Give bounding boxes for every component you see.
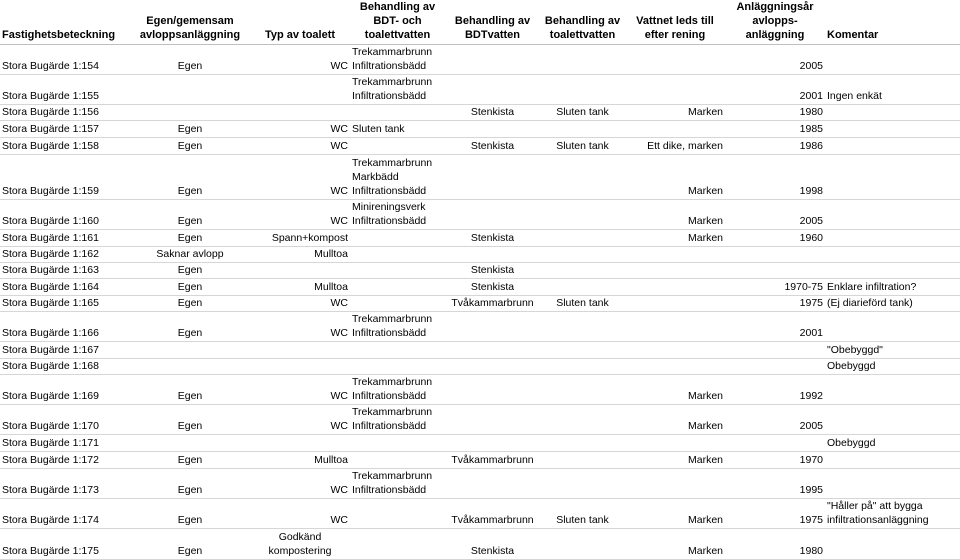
cell-toilet-type xyxy=(250,105,350,121)
cell-bdt-treatment: Trekammarbrunn Infiltrationsbädd xyxy=(350,375,445,405)
cell-toilet-water xyxy=(540,469,625,499)
cell-bdt-water: Stenkista xyxy=(445,529,540,560)
cell-year: 1980 xyxy=(725,529,825,560)
cell-year: 1975 xyxy=(725,499,825,529)
cell-bdt-water xyxy=(445,405,540,435)
cell-year: 1995 xyxy=(725,469,825,499)
cell-discharge xyxy=(625,263,725,279)
cell-toilet-water xyxy=(540,312,625,342)
cell-comment xyxy=(825,247,960,263)
cell-discharge xyxy=(625,296,725,312)
cell-bdt-water xyxy=(445,121,540,138)
cell-comment xyxy=(825,105,960,121)
header-comment: Komentar xyxy=(825,0,960,45)
cell-property: Stora Bugärde 1:167 xyxy=(0,342,130,359)
cell-discharge xyxy=(625,45,725,75)
cell-toilet-water xyxy=(540,405,625,435)
table-row xyxy=(0,230,960,247)
header-row xyxy=(0,0,960,45)
cell-year: 1986 xyxy=(725,138,825,155)
cell-bdt-water: Stenkista xyxy=(445,279,540,296)
cell-property: Stora Bugärde 1:165 xyxy=(0,296,130,312)
cell-property: Stora Bugärde 1:164 xyxy=(0,279,130,296)
cell-toilet-type: WC xyxy=(250,375,350,405)
cell-toilet-type: Godkänd kompostering xyxy=(250,529,350,560)
table-row xyxy=(0,499,960,529)
cell-toilet-type xyxy=(250,342,350,359)
cell-year: 1960 xyxy=(725,230,825,247)
cell-discharge: Marken xyxy=(625,405,725,435)
cell-discharge: Marken xyxy=(625,452,725,469)
header-property: Fastighetsbeteckning xyxy=(0,0,130,45)
table-row xyxy=(0,342,960,359)
cell-year: 1975 xyxy=(725,296,825,312)
cell-shared: Egen xyxy=(130,155,250,200)
cell-bdt-treatment xyxy=(350,279,445,296)
cell-year: 2005 xyxy=(725,200,825,230)
cell-bdt-water xyxy=(445,155,540,200)
cell-toilet-type: WC xyxy=(250,296,350,312)
cell-bdt-water xyxy=(445,359,540,375)
cell-discharge xyxy=(625,121,725,138)
cell-comment xyxy=(825,230,960,247)
table-row xyxy=(0,121,960,138)
header-shared: Egen/gemensam avloppsanläggning xyxy=(130,0,250,45)
cell-toilet-type: WC xyxy=(250,405,350,435)
cell-shared xyxy=(130,342,250,359)
cell-property: Stora Bugärde 1:169 xyxy=(0,375,130,405)
cell-toilet-water xyxy=(540,155,625,200)
cell-comment xyxy=(825,45,960,75)
cell-toilet-type: WC xyxy=(250,138,350,155)
cell-bdt-treatment: Trekammarbrunn Infiltrationsbädd xyxy=(350,312,445,342)
cell-shared: Egen xyxy=(130,452,250,469)
cell-property: Stora Bugärde 1:158 xyxy=(0,138,130,155)
cell-property: Stora Bugärde 1:173 xyxy=(0,469,130,499)
cell-shared: Egen xyxy=(130,121,250,138)
cell-comment: Enklare infiltration? xyxy=(825,279,960,296)
cell-property: Stora Bugärde 1:159 xyxy=(0,155,130,200)
cell-property: Stora Bugärde 1:171 xyxy=(0,435,130,452)
table-row xyxy=(0,359,960,375)
cell-comment xyxy=(825,375,960,405)
cell-shared xyxy=(130,75,250,105)
table-row xyxy=(0,529,960,560)
cell-property: Stora Bugärde 1:174 xyxy=(0,499,130,529)
cell-shared: Egen xyxy=(130,45,250,75)
cell-shared: Egen xyxy=(130,279,250,296)
cell-toilet-water xyxy=(540,200,625,230)
cell-comment xyxy=(825,452,960,469)
cell-toilet-water xyxy=(540,75,625,105)
cell-property: Stora Bugärde 1:175 xyxy=(0,529,130,560)
cell-toilet-type: Mulltoa xyxy=(250,279,350,296)
cell-discharge xyxy=(625,342,725,359)
cell-bdt-water xyxy=(445,342,540,359)
header-bdt-water: Behandling av BDTvatten xyxy=(445,0,540,45)
cell-bdt-treatment: Sluten tank xyxy=(350,121,445,138)
cell-comment xyxy=(825,529,960,560)
cell-property: Stora Bugärde 1:156 xyxy=(0,105,130,121)
cell-toilet-type: WC xyxy=(250,200,350,230)
cell-bdt-water: Stenkista xyxy=(445,105,540,121)
cell-shared: Egen xyxy=(130,375,250,405)
cell-bdt-treatment xyxy=(350,529,445,560)
cell-toilet-water xyxy=(540,247,625,263)
cell-discharge xyxy=(625,279,725,296)
cell-shared xyxy=(130,105,250,121)
cell-comment: Ingen enkät xyxy=(825,75,960,105)
cell-year: 2001 xyxy=(725,75,825,105)
cell-bdt-treatment xyxy=(350,499,445,529)
cell-toilet-water xyxy=(540,121,625,138)
cell-bdt-treatment xyxy=(350,296,445,312)
cell-toilet-water xyxy=(540,529,625,560)
cell-shared: Egen xyxy=(130,296,250,312)
cell-property: Stora Bugärde 1:166 xyxy=(0,312,130,342)
cell-discharge: Marken xyxy=(625,105,725,121)
cell-discharge xyxy=(625,359,725,375)
cell-bdt-treatment xyxy=(350,452,445,469)
cell-year: 2005 xyxy=(725,45,825,75)
table-row xyxy=(0,312,960,342)
cell-bdt-treatment: Trekammarbrunn Infiltrationsbädd xyxy=(350,469,445,499)
table-row xyxy=(0,200,960,230)
cell-comment: Obebyggd xyxy=(825,435,960,452)
cell-shared: Egen xyxy=(130,138,250,155)
cell-bdt-treatment xyxy=(350,342,445,359)
cell-shared: Egen xyxy=(130,499,250,529)
cell-bdt-water: Stenkista xyxy=(445,138,540,155)
cell-shared: Egen xyxy=(130,200,250,230)
cell-toilet-water xyxy=(540,342,625,359)
table-row xyxy=(0,469,960,499)
cell-toilet-type: Mulltoa xyxy=(250,247,350,263)
table-row xyxy=(0,263,960,279)
cell-comment xyxy=(825,121,960,138)
cell-toilet-water xyxy=(540,45,625,75)
cell-shared: Egen xyxy=(130,469,250,499)
cell-bdt-water xyxy=(445,75,540,105)
cell-discharge xyxy=(625,75,725,105)
cell-shared xyxy=(130,435,250,452)
cell-bdt-treatment: Trekammarbrunn Infiltrationsbädd xyxy=(350,75,445,105)
cell-bdt-water xyxy=(445,247,540,263)
cell-toilet-type xyxy=(250,435,350,452)
cell-comment xyxy=(825,312,960,342)
cell-bdt-water xyxy=(445,200,540,230)
cell-toilet-type xyxy=(250,263,350,279)
table-row xyxy=(0,75,960,105)
header-toilet-type: Typ av toalett xyxy=(250,0,350,45)
cell-discharge: Marken xyxy=(625,200,725,230)
table-row xyxy=(0,105,960,121)
cell-property: Stora Bugärde 1:161 xyxy=(0,230,130,247)
cell-year: 1970 xyxy=(725,452,825,469)
cell-property: Stora Bugärde 1:172 xyxy=(0,452,130,469)
cell-year xyxy=(725,247,825,263)
cell-bdt-water xyxy=(445,45,540,75)
cell-comment xyxy=(825,138,960,155)
table-row xyxy=(0,138,960,155)
cell-shared: Egen xyxy=(130,529,250,560)
cell-toilet-water: Sluten tank xyxy=(540,296,625,312)
cell-toilet-type: Spann+kompost xyxy=(250,230,350,247)
cell-bdt-water: Stenkista xyxy=(445,263,540,279)
cell-shared xyxy=(130,359,250,375)
cell-bdt-treatment xyxy=(350,435,445,452)
cell-year: 1992 xyxy=(725,375,825,405)
cell-comment: (Ej diarieförd tank) xyxy=(825,296,960,312)
cell-shared: Egen xyxy=(130,230,250,247)
cell-toilet-water xyxy=(540,375,625,405)
table-row xyxy=(0,279,960,296)
cell-comment xyxy=(825,405,960,435)
cell-discharge xyxy=(625,469,725,499)
cell-comment: "Håller på" att bygga infiltrationsanläggning xyxy=(825,499,960,529)
cell-bdt-water xyxy=(445,469,540,499)
table-row xyxy=(0,375,960,405)
cell-year xyxy=(725,435,825,452)
cell-bdt-treatment: Minireningsverk Infiltrationsbädd xyxy=(350,200,445,230)
cell-toilet-type: WC xyxy=(250,121,350,138)
cell-discharge: Marken xyxy=(625,155,725,200)
cell-toilet-type: WC xyxy=(250,499,350,529)
cell-bdt-treatment: Trekammarbrunn Infiltrationsbädd xyxy=(350,45,445,75)
cell-bdt-treatment xyxy=(350,247,445,263)
cell-bdt-treatment: Trekammarbrunn Infiltrationsbädd xyxy=(350,405,445,435)
cell-bdt-water: Stenkista xyxy=(445,230,540,247)
cell-bdt-water xyxy=(445,435,540,452)
cell-comment xyxy=(825,469,960,499)
cell-bdt-water: Tvåkammarbrunn xyxy=(445,296,540,312)
cell-toilet-water: Sluten tank xyxy=(540,138,625,155)
cell-comment xyxy=(825,155,960,200)
cell-year xyxy=(725,263,825,279)
cell-property: Stora Bugärde 1:168 xyxy=(0,359,130,375)
header-discharge: Vattnet leds till efter rening xyxy=(625,0,725,45)
table-row xyxy=(0,452,960,469)
cell-year: 2001 xyxy=(725,312,825,342)
cell-comment: "Obebyggd" xyxy=(825,342,960,359)
cell-property: Stora Bugärde 1:170 xyxy=(0,405,130,435)
table-row xyxy=(0,296,960,312)
cell-toilet-type xyxy=(250,359,350,375)
cell-discharge: Marken xyxy=(625,230,725,247)
cell-discharge: Marken xyxy=(625,529,725,560)
cell-property: Stora Bugärde 1:157 xyxy=(0,121,130,138)
cell-year xyxy=(725,359,825,375)
cell-toilet-type: WC xyxy=(250,469,350,499)
cell-toilet-water xyxy=(540,435,625,452)
cell-shared: Egen xyxy=(130,405,250,435)
cell-bdt-treatment: Trekammarbrunn Markbädd Infiltrationsbädd xyxy=(350,155,445,200)
header-year: Anläggningsår avlopps-anläggning xyxy=(725,0,825,45)
cell-property: Stora Bugärde 1:154 xyxy=(0,45,130,75)
cell-bdt-treatment xyxy=(350,359,445,375)
cell-toilet-water: Sluten tank xyxy=(540,499,625,529)
cell-toilet-type: Mulltoa xyxy=(250,452,350,469)
cell-year: 2005 xyxy=(725,405,825,435)
cell-bdt-treatment xyxy=(350,263,445,279)
cell-year xyxy=(725,342,825,359)
cell-comment xyxy=(825,200,960,230)
cell-discharge: Ett dike, marken xyxy=(625,138,725,155)
cell-comment: Obebyggd xyxy=(825,359,960,375)
table-row xyxy=(0,155,960,200)
cell-comment xyxy=(825,263,960,279)
cell-toilet-water xyxy=(540,263,625,279)
cell-toilet-water xyxy=(540,279,625,296)
header-bdt-treatment: Behandling av BDT- och toalettvatten xyxy=(350,0,445,45)
cell-year: 1980 xyxy=(725,105,825,121)
cell-bdt-water xyxy=(445,375,540,405)
cell-toilet-type: WC xyxy=(250,155,350,200)
cell-toilet-type: WC xyxy=(250,45,350,75)
cell-toilet-type: WC xyxy=(250,312,350,342)
cell-toilet-water xyxy=(540,452,625,469)
cell-bdt-water: Tvåkammarbrunn xyxy=(445,499,540,529)
table-row xyxy=(0,45,960,75)
cell-discharge xyxy=(625,435,725,452)
cell-bdt-treatment xyxy=(350,105,445,121)
cell-discharge: Marken xyxy=(625,499,725,529)
cell-toilet-type xyxy=(250,75,350,105)
cell-property: Stora Bugärde 1:155 xyxy=(0,75,130,105)
cell-year: 1970-75 xyxy=(725,279,825,296)
cell-property: Stora Bugärde 1:163 xyxy=(0,263,130,279)
cell-property: Stora Bugärde 1:160 xyxy=(0,200,130,230)
header-toilet-water: Behandling av toalettvatten xyxy=(540,0,625,45)
table-row xyxy=(0,405,960,435)
table-row xyxy=(0,435,960,452)
cell-toilet-water: Sluten tank xyxy=(540,105,625,121)
cell-toilet-water xyxy=(540,359,625,375)
cell-bdt-treatment xyxy=(350,138,445,155)
cell-bdt-treatment xyxy=(350,230,445,247)
cell-shared: Egen xyxy=(130,312,250,342)
cell-discharge xyxy=(625,247,725,263)
cell-year: 1985 xyxy=(725,121,825,138)
cell-shared: Egen xyxy=(130,263,250,279)
cell-shared: Saknar avlopp xyxy=(130,247,250,263)
cell-discharge xyxy=(625,312,725,342)
cell-year: 1998 xyxy=(725,155,825,200)
cell-bdt-water: Tvåkammarbrunn xyxy=(445,452,540,469)
cell-discharge: Marken xyxy=(625,375,725,405)
cell-bdt-water xyxy=(445,312,540,342)
cell-property: Stora Bugärde 1:162 xyxy=(0,247,130,263)
table-row xyxy=(0,247,960,263)
cell-toilet-water xyxy=(540,230,625,247)
